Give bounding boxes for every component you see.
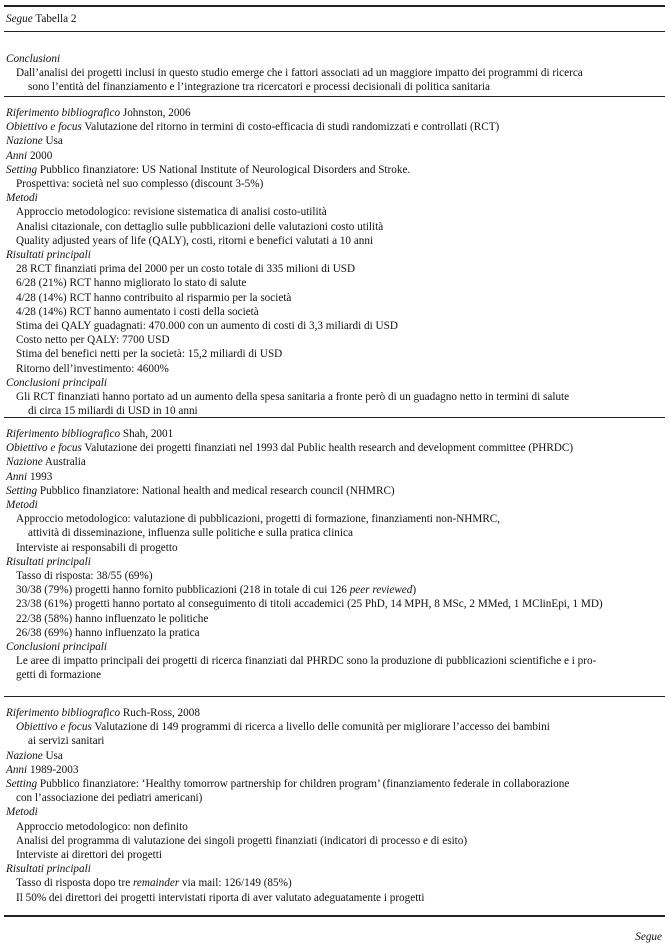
segue-label: Segue bbox=[6, 13, 33, 25]
setting-label: Setting bbox=[6, 163, 38, 176]
nazione-label: Nazione bbox=[6, 456, 43, 469]
metodi-item: attività di disseminazione, influenza sulle politiche e sulla pratica clinica bbox=[28, 527, 353, 540]
metodi-item: Analisi citazionale, con dettaglio sulle pubblicazioni delle valutazioni costo utilità bbox=[16, 220, 384, 233]
rif-label: Riferimento bibliografico bbox=[6, 707, 121, 719]
header-rule bbox=[4, 31, 665, 32]
obj-value: Valutazione del ritorno in termini di costo-efficacia di studi randomizzati e controllati (RCT) bbox=[81, 121, 500, 134]
rif-label: Riferimento bibliografico bbox=[6, 428, 121, 440]
metodi-label: Metodi bbox=[6, 806, 38, 819]
nazione-value: Usa bbox=[42, 135, 63, 148]
metodi-item: Interviste ai direttori dei progetti bbox=[16, 849, 163, 862]
rif-value: Ruch-Ross, 2008 bbox=[120, 707, 200, 719]
conclusioni-label: Conclusioni bbox=[6, 53, 61, 65]
metodi-item: Interviste ai responsabili di progetto bbox=[16, 541, 178, 554]
risultati-item: Ritorno dell’investimento: 4600% bbox=[16, 362, 169, 375]
nazione-label: Nazione bbox=[6, 135, 43, 148]
risultati-label: Risultati principali bbox=[6, 249, 91, 262]
setting-line: con l’associazione dei pediatri americani) bbox=[16, 792, 203, 805]
obj-label: Obiettivo e focus bbox=[6, 121, 82, 134]
risultati-item: Costo netto per QALY: 7700 USD bbox=[16, 334, 170, 347]
bottom-rule bbox=[4, 915, 665, 917]
risultati-item: 23/38 (61%) progetti hanno portato al conseguimento di titoli accademici (25 PhD, 14 MPH, 8 MSc, 2 MMed, 1 MClinEpi, 1 MD) bbox=[16, 598, 603, 611]
obj-label: Obiettivo e focus bbox=[6, 442, 82, 455]
risultati-item bbox=[6, 876, 662, 890]
concl-line: Gli RCT finanziati hanno portato ad un aumento della spesa sanitaria a fronte però di un guadagno netto in termini di salute bbox=[16, 391, 570, 404]
rif-value: Johnston, 2006 bbox=[120, 107, 191, 119]
setting-label: Setting bbox=[6, 778, 38, 791]
risultati-text: ) bbox=[412, 584, 417, 597]
peer-reviewed-text: peer reviewed bbox=[349, 584, 413, 597]
risultati-text: via mail: 126/149 (85%) bbox=[179, 877, 292, 890]
obj-value: Valutazione dei progetti finanziati nel 1993 dal Public health research and development committee (PHRDC) bbox=[81, 442, 574, 455]
risultati-item: 4/28 (14%) RCT hanno contribuito al risparmio per la società bbox=[16, 291, 292, 304]
table-title: Tabella 2 bbox=[32, 13, 77, 25]
risultati-item bbox=[6, 583, 662, 597]
metodi-label: Metodi bbox=[6, 192, 38, 205]
risultati-label: Risultati principali bbox=[6, 555, 91, 568]
concl-line: getti di formazione bbox=[16, 669, 102, 682]
nazione-value: Usa bbox=[42, 749, 63, 762]
risultati-text: Tasso di risposta dopo tre bbox=[16, 877, 133, 890]
section-divider bbox=[4, 96, 665, 97]
anni-label: Anni bbox=[6, 149, 28, 162]
concl-line: di circa 15 miliardi di USD in 10 anni bbox=[28, 405, 198, 418]
risultati-item: Tasso di risposta: 38/55 (69%) bbox=[16, 570, 153, 583]
risultati-item: Stima del benefici netti per la società: 15,2 miliardi di USD bbox=[16, 348, 283, 361]
setting-value: Pubblico finanziatore: ‘Healthy tomorrow partnership for children program’ (finanziamento federale in collaborazione bbox=[37, 778, 570, 791]
shah-section bbox=[6, 427, 662, 683]
anni-label: Anni bbox=[6, 470, 28, 483]
metodi-item: Analisi del programma di valutazione dei singoli progetti finanziati (indicatori di processo e di esito) bbox=[16, 834, 468, 847]
metodi-label: Metodi bbox=[6, 499, 38, 512]
risultati-item: 22/38 (58%) hanno influenzato le politiche bbox=[16, 612, 209, 625]
anni-value: 2000 bbox=[27, 149, 53, 162]
nazione-value: Australia bbox=[42, 456, 86, 469]
risultati-item: 6/28 (21%) RCT hanno migliorato lo stato di salute bbox=[16, 277, 247, 290]
risultati-item: 28 RCT finanziati prima del 2000 per un costo totale di 335 milioni di USD bbox=[16, 263, 356, 276]
risultati-item: Stima dei QALY guadagnati: 470.000 con un aumento di costi di 3,3 miliardi di USD bbox=[16, 320, 398, 333]
conclusioni-line: Dall’analisi dei progetti inclusi in questo studio emerge che i fattori associati ad un maggiore impatto dei programmi di ricerca bbox=[16, 67, 583, 80]
setting-value: Pubblico finanziatore: US National Institute of Neurological Disorders and Stroke. bbox=[37, 163, 411, 176]
johnston-section bbox=[6, 106, 662, 418]
top-rule bbox=[4, 5, 665, 7]
metodi-item: Quality adjusted years of life (QALY), costi, ritorni e benefici valutati a 10 anni bbox=[16, 234, 374, 247]
anni-value: 1989-2003 bbox=[27, 763, 79, 776]
metodi-item: Approccio metodologico: valutazione di pubblicazioni, progetti di formazione, finanziamenti non-NHMRC, bbox=[16, 513, 501, 526]
metodi-item: Approccio metodologico: revisione sistematica di analisi costo-utilità bbox=[16, 206, 327, 219]
obj-label: Obiettivo e focus bbox=[16, 721, 92, 734]
ruch-section bbox=[6, 706, 662, 905]
setting-label: Setting bbox=[6, 484, 38, 497]
risultati-label: Risultati principali bbox=[6, 863, 91, 876]
concl-line: Le aree di impatto principali dei progetti di ricerca finanziati dal PHRDC sono la produzione di pubblicazioni scientifiche e i pro- bbox=[16, 655, 597, 668]
metodi-item: Approccio metodologico: non definito bbox=[16, 820, 188, 833]
concl-label: Conclusioni principali bbox=[6, 641, 107, 654]
conclusioni-section bbox=[6, 52, 662, 95]
concl-label: Conclusioni principali bbox=[6, 376, 107, 389]
segue-footer: Segue bbox=[635, 931, 662, 943]
obj-line: ai servizi sanitari bbox=[28, 735, 105, 748]
risultati-item: Il 50% dei direttori dei progetti intervistati riporta di aver valutato adeguatamente i progetti bbox=[16, 891, 425, 904]
conclusioni-line: sono l’entità del finanziamento e l’integrazione tra ricercatori e processi decisionali di politica sanitaria bbox=[28, 81, 490, 94]
anni-value: 1993 bbox=[27, 470, 53, 483]
anni-label: Anni bbox=[6, 763, 28, 776]
table-header bbox=[6, 12, 662, 26]
risultati-item: 4/28 (14%) RCT hanno aumentato i costi della società bbox=[16, 305, 259, 318]
rif-value: Shah, 2001 bbox=[120, 428, 174, 440]
remainder-text: remainder bbox=[132, 877, 180, 890]
risultati-text: 30/38 (79%) progetti hanno fornito pubblicazioni (218 in totale di cui 126 bbox=[16, 584, 350, 597]
setting-value: Pubblico finanziatore: National health and medical research council (NHMRC) bbox=[37, 484, 395, 497]
risultati-item: 26/38 (69%) hanno influenzato la pratica bbox=[16, 626, 200, 639]
nazione-label: Nazione bbox=[6, 749, 43, 762]
obj-value: Valutazione di 149 programmi di ricerca a livello delle comunità per migliorare l’accesso dei bambini bbox=[91, 721, 550, 734]
section-divider bbox=[4, 696, 665, 697]
setting-line: Prospettiva: società nel suo complesso (discount 3-5%) bbox=[16, 178, 264, 191]
rif-label: Riferimento bibliografico bbox=[6, 107, 121, 119]
